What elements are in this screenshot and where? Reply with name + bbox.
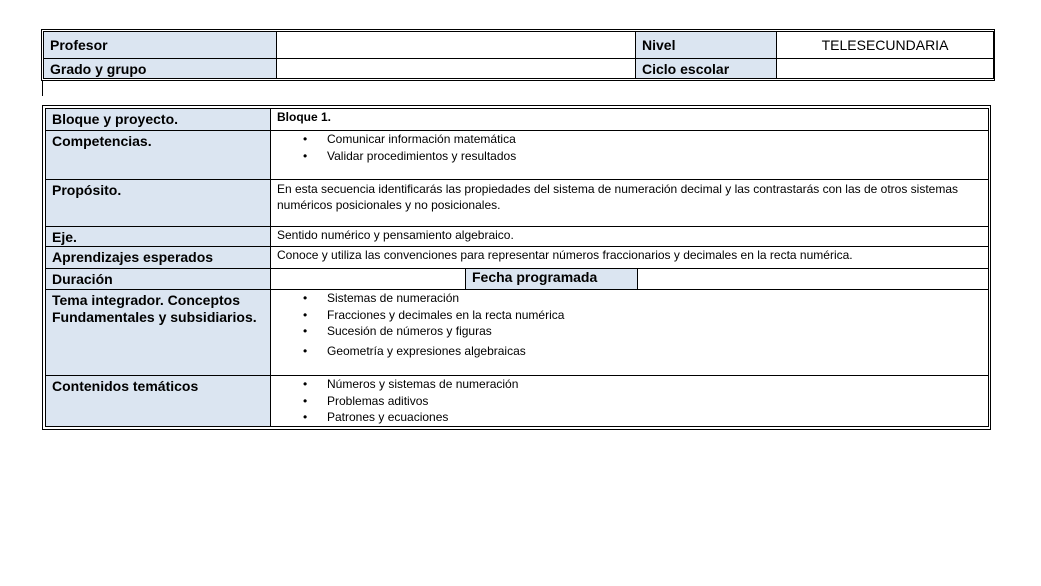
grado-label: Grado y grupo bbox=[44, 59, 277, 79]
list-item: • Números y sistemas de numeración bbox=[327, 376, 982, 393]
aprendizajes-value[interactable]: Conoce y utiliza las convenciones para representar números fraccionarios y decimales en la recta numérica. bbox=[271, 247, 989, 269]
contenidos-cell[interactable] bbox=[271, 376, 989, 427]
eje-value[interactable]: Sentido numérico y pensamiento algebraico. bbox=[271, 227, 989, 247]
tema-label: Tema integrador. Conceptos Fundamentales y subsidiarios. bbox=[46, 290, 271, 376]
ciclo-label: Ciclo escolar bbox=[636, 59, 777, 79]
competencias-label: Competencias. bbox=[46, 131, 271, 180]
header-table bbox=[41, 29, 995, 81]
fecha-label: Fecha programada bbox=[466, 269, 638, 290]
fecha-field[interactable] bbox=[638, 269, 989, 290]
competencias-list bbox=[277, 131, 982, 164]
aprendizajes-label: Aprendizajes esperados bbox=[46, 247, 271, 269]
proposito-label: Propósito. bbox=[46, 180, 271, 227]
list-item: • Geometría y expresiones algebraicas bbox=[327, 343, 982, 360]
tema-cell[interactable] bbox=[271, 290, 989, 376]
bloque-label: Bloque y proyecto. bbox=[46, 109, 271, 131]
plan-table bbox=[42, 105, 991, 430]
duracion-label: Duración bbox=[46, 269, 271, 290]
nivel-label: Nivel bbox=[636, 32, 777, 59]
grado-field[interactable] bbox=[277, 59, 636, 79]
competencias-cell[interactable] bbox=[271, 131, 989, 180]
list-item: • Patrones y ecuaciones bbox=[327, 409, 982, 426]
list-item: • Comunicar información matemática bbox=[327, 131, 982, 148]
list-item: • Fracciones y decimales en la recta numérica bbox=[327, 307, 982, 324]
list-item: • Sucesión de números y figuras bbox=[327, 323, 982, 340]
tema-list bbox=[277, 290, 982, 359]
bloque-value[interactable]: Bloque 1. bbox=[271, 109, 989, 131]
nivel-field[interactable]: TELESECUNDARIA bbox=[777, 32, 994, 59]
contenidos-label: Contenidos temáticos bbox=[46, 376, 271, 427]
proposito-value[interactable]: En esta secuencia identificarás las propiedades del sistema de numeración decimal y las contrastarás con las de otros sistemas numéricos posicionales y no posicionales. bbox=[271, 180, 989, 227]
list-item: • Sistemas de numeración bbox=[327, 290, 982, 307]
duracion-field[interactable] bbox=[271, 269, 466, 290]
list-item: • Validar procedimientos y resultados bbox=[327, 148, 982, 165]
profesor-label: Profesor bbox=[44, 32, 277, 59]
text-cursor bbox=[42, 80, 43, 96]
eje-label: Eje. bbox=[46, 227, 271, 247]
list-item: • Problemas aditivos bbox=[327, 393, 982, 410]
contenidos-list bbox=[277, 376, 982, 426]
ciclo-field[interactable] bbox=[777, 59, 994, 79]
profesor-field[interactable] bbox=[277, 32, 636, 59]
